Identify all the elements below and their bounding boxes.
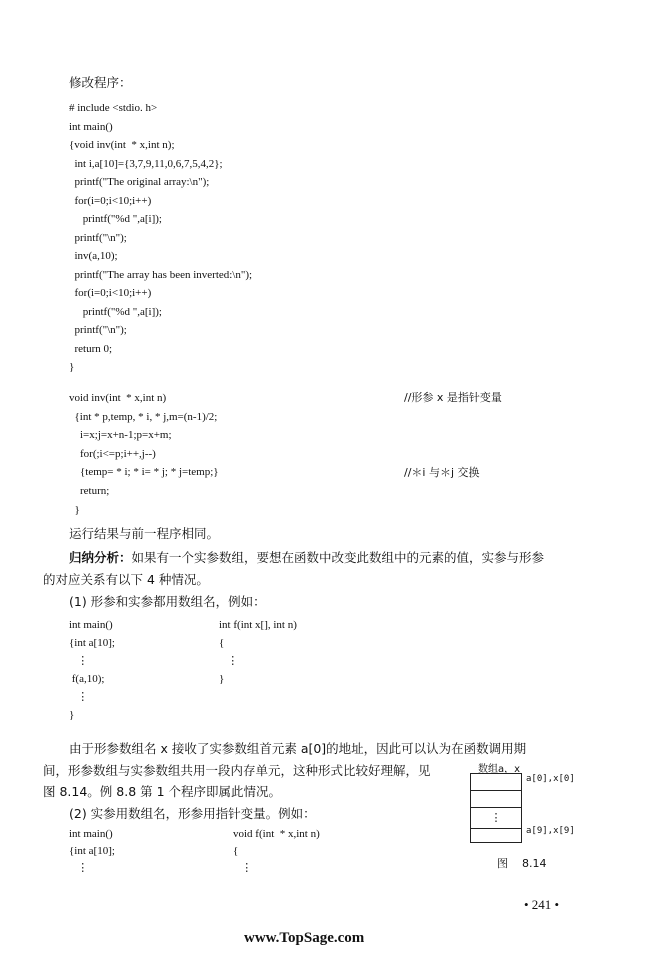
case-1-heading: (1) 形参和实参都用数组名，例如： [69,594,266,609]
code-line: } [219,673,225,685]
array-diagram [470,773,522,843]
array-cell-first [471,774,521,791]
footer-url: www.TopSage.com [244,930,365,946]
code-line: i=x;j=x+n-1;p=x+m; [69,429,172,442]
code-line: {int a[10]; [69,637,115,649]
code-line: } [69,361,75,373]
code-line: f(a,10); [69,673,105,685]
code-line: for(i=0;i<10;i++) [69,194,152,207]
code-line: {int * p,temp, * i, * j,m=(n-1)/2; [69,410,218,423]
array-ellipsis: ⋮ [471,808,521,829]
code-line: void f(int * x,int n) [233,828,320,840]
code-line: printf("\n"); [69,324,127,336]
figure-last-label: a[9],x[9] [526,826,575,836]
figure-caption: 图 8.14 [497,857,547,870]
code-line: int main() [69,619,113,631]
code-line: {void inv(int * x,int n); [69,139,175,151]
code-line: printf("The array has been inverted:\n"); [69,268,253,281]
code-line: { [233,845,239,857]
summary-text: 如果有一个实参数组，要想在函数中改变此数组中的元素的值，实参与形参 [131,550,545,565]
code-line: printf("%d ",a[i]); [69,305,162,318]
code-line: int f(int x[], int n) [219,619,297,631]
code-line: ⋮ [69,691,89,703]
code-line: printf("The original array:\n"); [69,176,210,188]
paragraph-line-1: 由于形参数组名 x 接收了实参数组首元素 a[0]的地址，因此可以认为在函数调用期 [69,741,527,756]
summary-line-2: 的对应关系有以下 4 种情况。 [43,572,209,587]
code-line: return; [69,485,110,497]
figure-first-label: a[0],x[0] [526,774,575,784]
code-line: } [69,709,75,721]
code-line: {int a[10]; [69,845,115,857]
section-heading: 修改程序： [69,75,132,90]
code-line: { [219,637,225,649]
page-number: • 241 • [524,897,560,912]
result-text: 运行结果与前一程序相同。 [69,526,220,541]
code-line: inv(a,10); [69,250,118,262]
code-line: int main() [69,120,113,133]
code-line: ⋮ [69,655,89,667]
summary-line-1 [69,548,544,566]
code-line: for(i=0;i<10;i++) [69,287,152,299]
code-line: } [69,503,80,516]
code-line: # include <stdio. h> [69,102,158,114]
code-line: return 0; [69,342,113,355]
paragraph-line-2: 间，形参数组与实参数组共用一段内存单元，这种形式比较好理解，见 [43,763,431,778]
code-line: printf("%d ",a[i]); [69,213,162,225]
code-line: ⋮ [233,862,253,874]
figure-top-label: 数组a，x [478,764,521,775]
array-cell-second [471,791,521,808]
code-line: void inv(int * x,int n) [69,392,167,404]
code-line: {temp= * i; * i= * j; * j=temp;} [69,466,219,479]
code-line: for(;i<=p;i++,j--) [69,447,156,460]
code-comment-swap: //＊i 与＊j 交换 [404,466,480,479]
code-line: ⋮ [69,862,89,874]
code-comment-pointer: //形参 x 是指针变量 [404,391,502,404]
case-2-heading: (2) 实参用数组名，形参用指针变量。例如： [69,806,316,821]
code-line: printf("\n"); [69,231,127,244]
code-line: ⋮ [219,655,239,667]
code-line: int main() [69,828,113,840]
summary-label: 归纳分析： [69,550,132,565]
code-line: int i,a[10]={3,7,9,11,0,6,7,5,4,2}; [69,157,223,170]
paragraph-line-3: 图 8.14。例 8.8 第 1 个程序即属此情况。 [43,784,282,799]
